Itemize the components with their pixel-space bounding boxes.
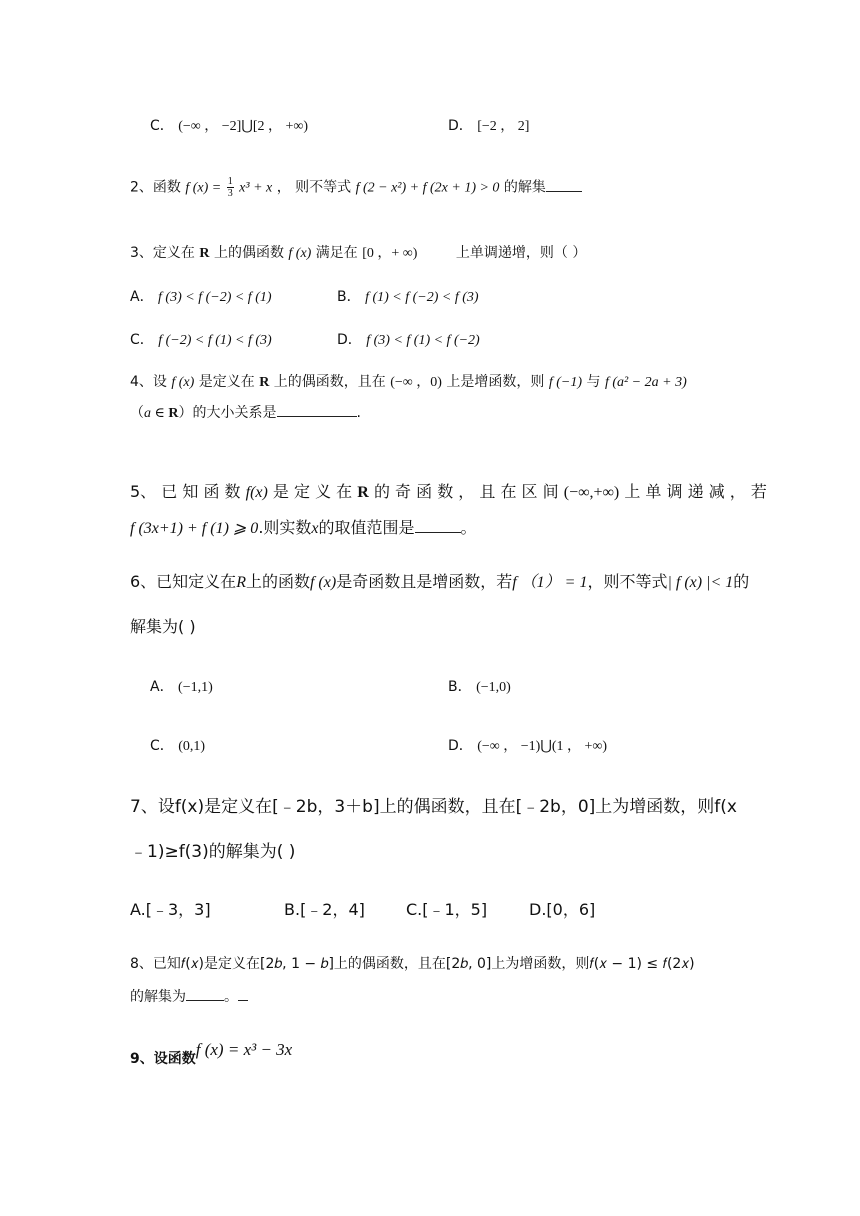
q3-option-a: [130, 287, 272, 308]
question-text: ，则不等式: [587, 572, 668, 591]
option-value: (−1,0): [476, 680, 511, 695]
option-value: (−∞ ， −1)⋃(1 ， +∞): [477, 739, 608, 754]
question-text: 8、已知𝑓(𝑥)是定义在[2𝑏, 1 − 𝑏]上的偶函数，且在[2𝑏, 0]上为增函数，则𝑓(𝑥 − 1) ≤ 𝑓(2𝑥): [130, 956, 695, 972]
question-number: 2、函数: [130, 179, 181, 196]
question-6-line-2: [130, 617, 196, 637]
question-8-line-1: [130, 954, 695, 974]
real-set-symbol: R: [357, 484, 369, 501]
option-label: D．: [337, 332, 362, 348]
q1-option-d: [448, 116, 529, 137]
answer-blank[interactable]: [186, 1000, 224, 1001]
option-value: (−1,1): [178, 680, 213, 695]
question-text: 的解集: [503, 179, 546, 196]
question-text: 与: [586, 374, 601, 390]
question-4-line-2: [130, 403, 361, 424]
answer-blank[interactable]: [415, 532, 461, 533]
function-symbol: f(x): [245, 484, 268, 501]
fraction: [227, 176, 234, 199]
option-value: A.[﹣3，3]: [130, 900, 211, 919]
q1-option-c: [150, 116, 308, 137]
question-text: .: [356, 405, 361, 421]
variable: x: [311, 520, 319, 537]
question-5-line-1: [130, 482, 767, 503]
option-label: C．: [150, 118, 174, 134]
function-value: f (−1): [548, 375, 583, 390]
real-set-symbol: R: [199, 246, 210, 261]
question-9: [130, 1040, 293, 1067]
question-text: 6、已知定义在: [130, 572, 237, 591]
question-text: 解集为( ): [130, 617, 196, 636]
q6-option-b: [448, 677, 511, 698]
function-symbol: f (x): [288, 246, 312, 261]
function-symbol: f (x): [309, 574, 337, 591]
q7-option-a: [130, 900, 211, 920]
real-set-symbol: R: [259, 375, 270, 390]
question-3: [130, 243, 586, 264]
question-text: 5、 已 知 函 数: [130, 482, 241, 501]
answer-blank[interactable]: [277, 416, 357, 417]
answer-blank-tail: [238, 1000, 248, 1001]
q3-option-c: [130, 330, 272, 351]
question-text: 上 单 调 递 减 ， 若: [624, 482, 767, 501]
option-value: [−2 ， 2]: [477, 119, 530, 134]
fraction-denominator: 3: [227, 188, 233, 199]
inequality: f (2 − x²) + f (2x + 1) > 0: [355, 180, 500, 196]
option-value: B.[﹣2，4]: [284, 900, 365, 919]
inequality: f (3x+1) + f (1) ⩾ 0: [130, 520, 259, 537]
q6-option-d: [448, 736, 607, 757]
option-label: D．: [448, 738, 473, 754]
q3-option-b: [337, 287, 479, 308]
option-label: A．: [150, 679, 174, 695]
option-value: f (1) < f (−2) < f (3): [365, 290, 479, 305]
option-value: (0,1): [178, 739, 206, 754]
option-value: f (3) < f (1) < f (−2): [366, 333, 480, 348]
question-text: 。: [460, 518, 477, 537]
question-text: ， 则不等式: [276, 179, 352, 196]
question-text: 上的函数: [245, 572, 310, 591]
question-text: 9、设函数: [130, 1051, 196, 1067]
function-lhs: f (x) =: [185, 180, 222, 196]
real-set-symbol: R: [168, 406, 179, 421]
question-7-line-1: [130, 796, 737, 818]
question-text: .则实数: [258, 518, 312, 537]
q7-option-b: [284, 900, 365, 920]
option-label: A．: [130, 289, 154, 305]
question-6-line-1: [130, 572, 749, 593]
question-text: ﹣1)≥f(3)的解集为( ): [130, 842, 296, 862]
option-label: B．: [337, 289, 361, 305]
answer-blank[interactable]: [546, 191, 582, 192]
question-text: （: [130, 405, 144, 421]
option-label: B．: [448, 679, 472, 695]
option-label: D．: [448, 118, 473, 134]
question-5-line-2: [130, 518, 477, 539]
fraction-numerator: 1: [227, 176, 233, 187]
real-set-symbol: R: [236, 574, 246, 591]
question-text: 。: [224, 989, 238, 1005]
inequality: | f (x) |< 1: [667, 574, 734, 591]
question-text: 的 奇 函 数 ， 且 在 区 间: [373, 482, 559, 501]
question-text: 上是增函数，则: [446, 374, 545, 390]
question-text: 4、设: [130, 374, 167, 390]
question-text: 的: [733, 572, 750, 591]
function-rhs: x³ + x: [239, 180, 273, 196]
q6-option-a: [150, 677, 213, 698]
question-text: 是 定 义 在: [272, 482, 353, 501]
option-value: C.[﹣1，5]: [406, 900, 488, 919]
question-text: 的解集为: [130, 989, 186, 1005]
option-value: (−∞ ， −2]⋃[2 ， +∞): [178, 119, 309, 134]
question-text: 满足在: [315, 245, 358, 261]
question-text: 上的偶函数，且在: [273, 374, 386, 390]
function-symbol: f (x): [171, 375, 195, 390]
question-text: 7、设f(x)是定义在[﹣2b，3＋b]上的偶函数，且在[﹣2b，0]上为增函数，则f(x: [130, 797, 737, 817]
question-text: ）的大小关系是: [178, 405, 277, 421]
option-label: C．: [130, 332, 154, 348]
question-text: 上单调递增，则（ ）: [455, 245, 587, 261]
interval: (−∞,+∞): [563, 484, 620, 501]
option-label: C．: [150, 738, 174, 754]
option-value: f (3) < f (−2) < f (1): [158, 290, 272, 305]
question-7-line-2: [130, 841, 295, 863]
question-text: 3、定义在: [130, 245, 195, 261]
condition: a ∈: [144, 406, 169, 421]
question-4-line-1: [130, 372, 687, 393]
question-2: [130, 176, 582, 199]
function-value: f (a² − 2a + 3): [604, 375, 687, 390]
function-definition: f (x) = x³ − 3x: [195, 1040, 293, 1059]
q6-option-c: [150, 736, 205, 757]
q3-option-d: [337, 330, 480, 351]
question-text: 的取值范围是: [318, 518, 415, 537]
option-value: D.[0，6]: [529, 900, 596, 919]
question-8-line-2: [130, 987, 248, 1007]
question-text: 上的偶函数: [213, 245, 284, 261]
question-text: 是奇函数且是增函数，若: [336, 572, 513, 591]
option-value: f (−2) < f (1) < f (3): [158, 333, 272, 348]
interval: [0 ，+ ∞): [362, 246, 418, 261]
q7-option-d: [529, 900, 595, 920]
interval: (−∞ ，0): [390, 375, 442, 390]
q7-option-c: [406, 900, 487, 920]
condition: f （1） = 1: [512, 574, 588, 591]
question-text: 是定义在: [198, 374, 255, 390]
